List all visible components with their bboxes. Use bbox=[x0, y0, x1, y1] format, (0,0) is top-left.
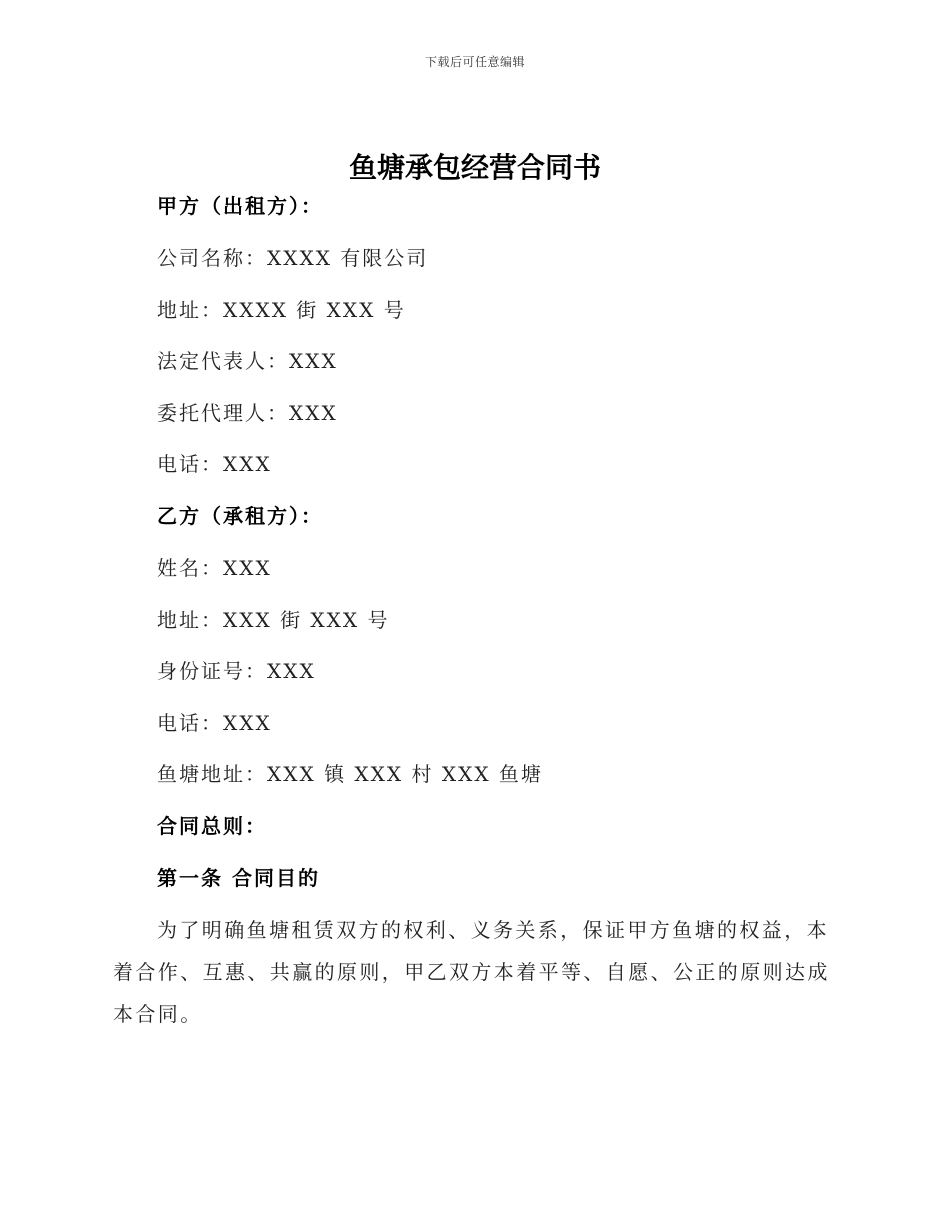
party-b-heading: 乙方（承租方）： bbox=[157, 504, 323, 528]
article-1-title: 第一条 合同目的 bbox=[157, 866, 320, 890]
pond-address: 鱼塘地址：XXX 镇 XXX 村 XXX 鱼塘 bbox=[157, 762, 543, 786]
page-header-note: 下载后可任意编辑 bbox=[424, 55, 525, 69]
party-a-legal-rep: 法定代表人：XXX bbox=[157, 349, 338, 373]
party-a-address: 地址：XXXX 街 XXX 号 bbox=[157, 298, 406, 322]
general-provisions-heading: 合同总则： bbox=[157, 814, 267, 838]
party-a-company: 公司名称：XXXX 有限公司 bbox=[157, 246, 429, 270]
party-b-address: 地址：XXX 街 XXX 号 bbox=[157, 608, 390, 632]
party-a-agent: 委托代理人：XXX bbox=[157, 401, 338, 425]
article-1-paragraph: 为了明确鱼塘租赁双方的权利、义务关系，保证甲方鱼塘的权益，本着合作、互惠、共赢的原则，甲乙双方本着平等、自愿、公正的原则达成本合同。 bbox=[113, 918, 830, 1026]
party-b-name: 姓名：XXX bbox=[157, 556, 272, 580]
party-a-heading: 甲方（出租方）： bbox=[157, 194, 323, 218]
party-b-phone: 电话：XXX bbox=[157, 711, 272, 735]
party-a-phone: 电话：XXX bbox=[157, 452, 272, 476]
document-title: 鱼塘承包经营合同书 bbox=[348, 151, 601, 184]
party-b-id-number: 身份证号：XXX bbox=[157, 659, 316, 683]
